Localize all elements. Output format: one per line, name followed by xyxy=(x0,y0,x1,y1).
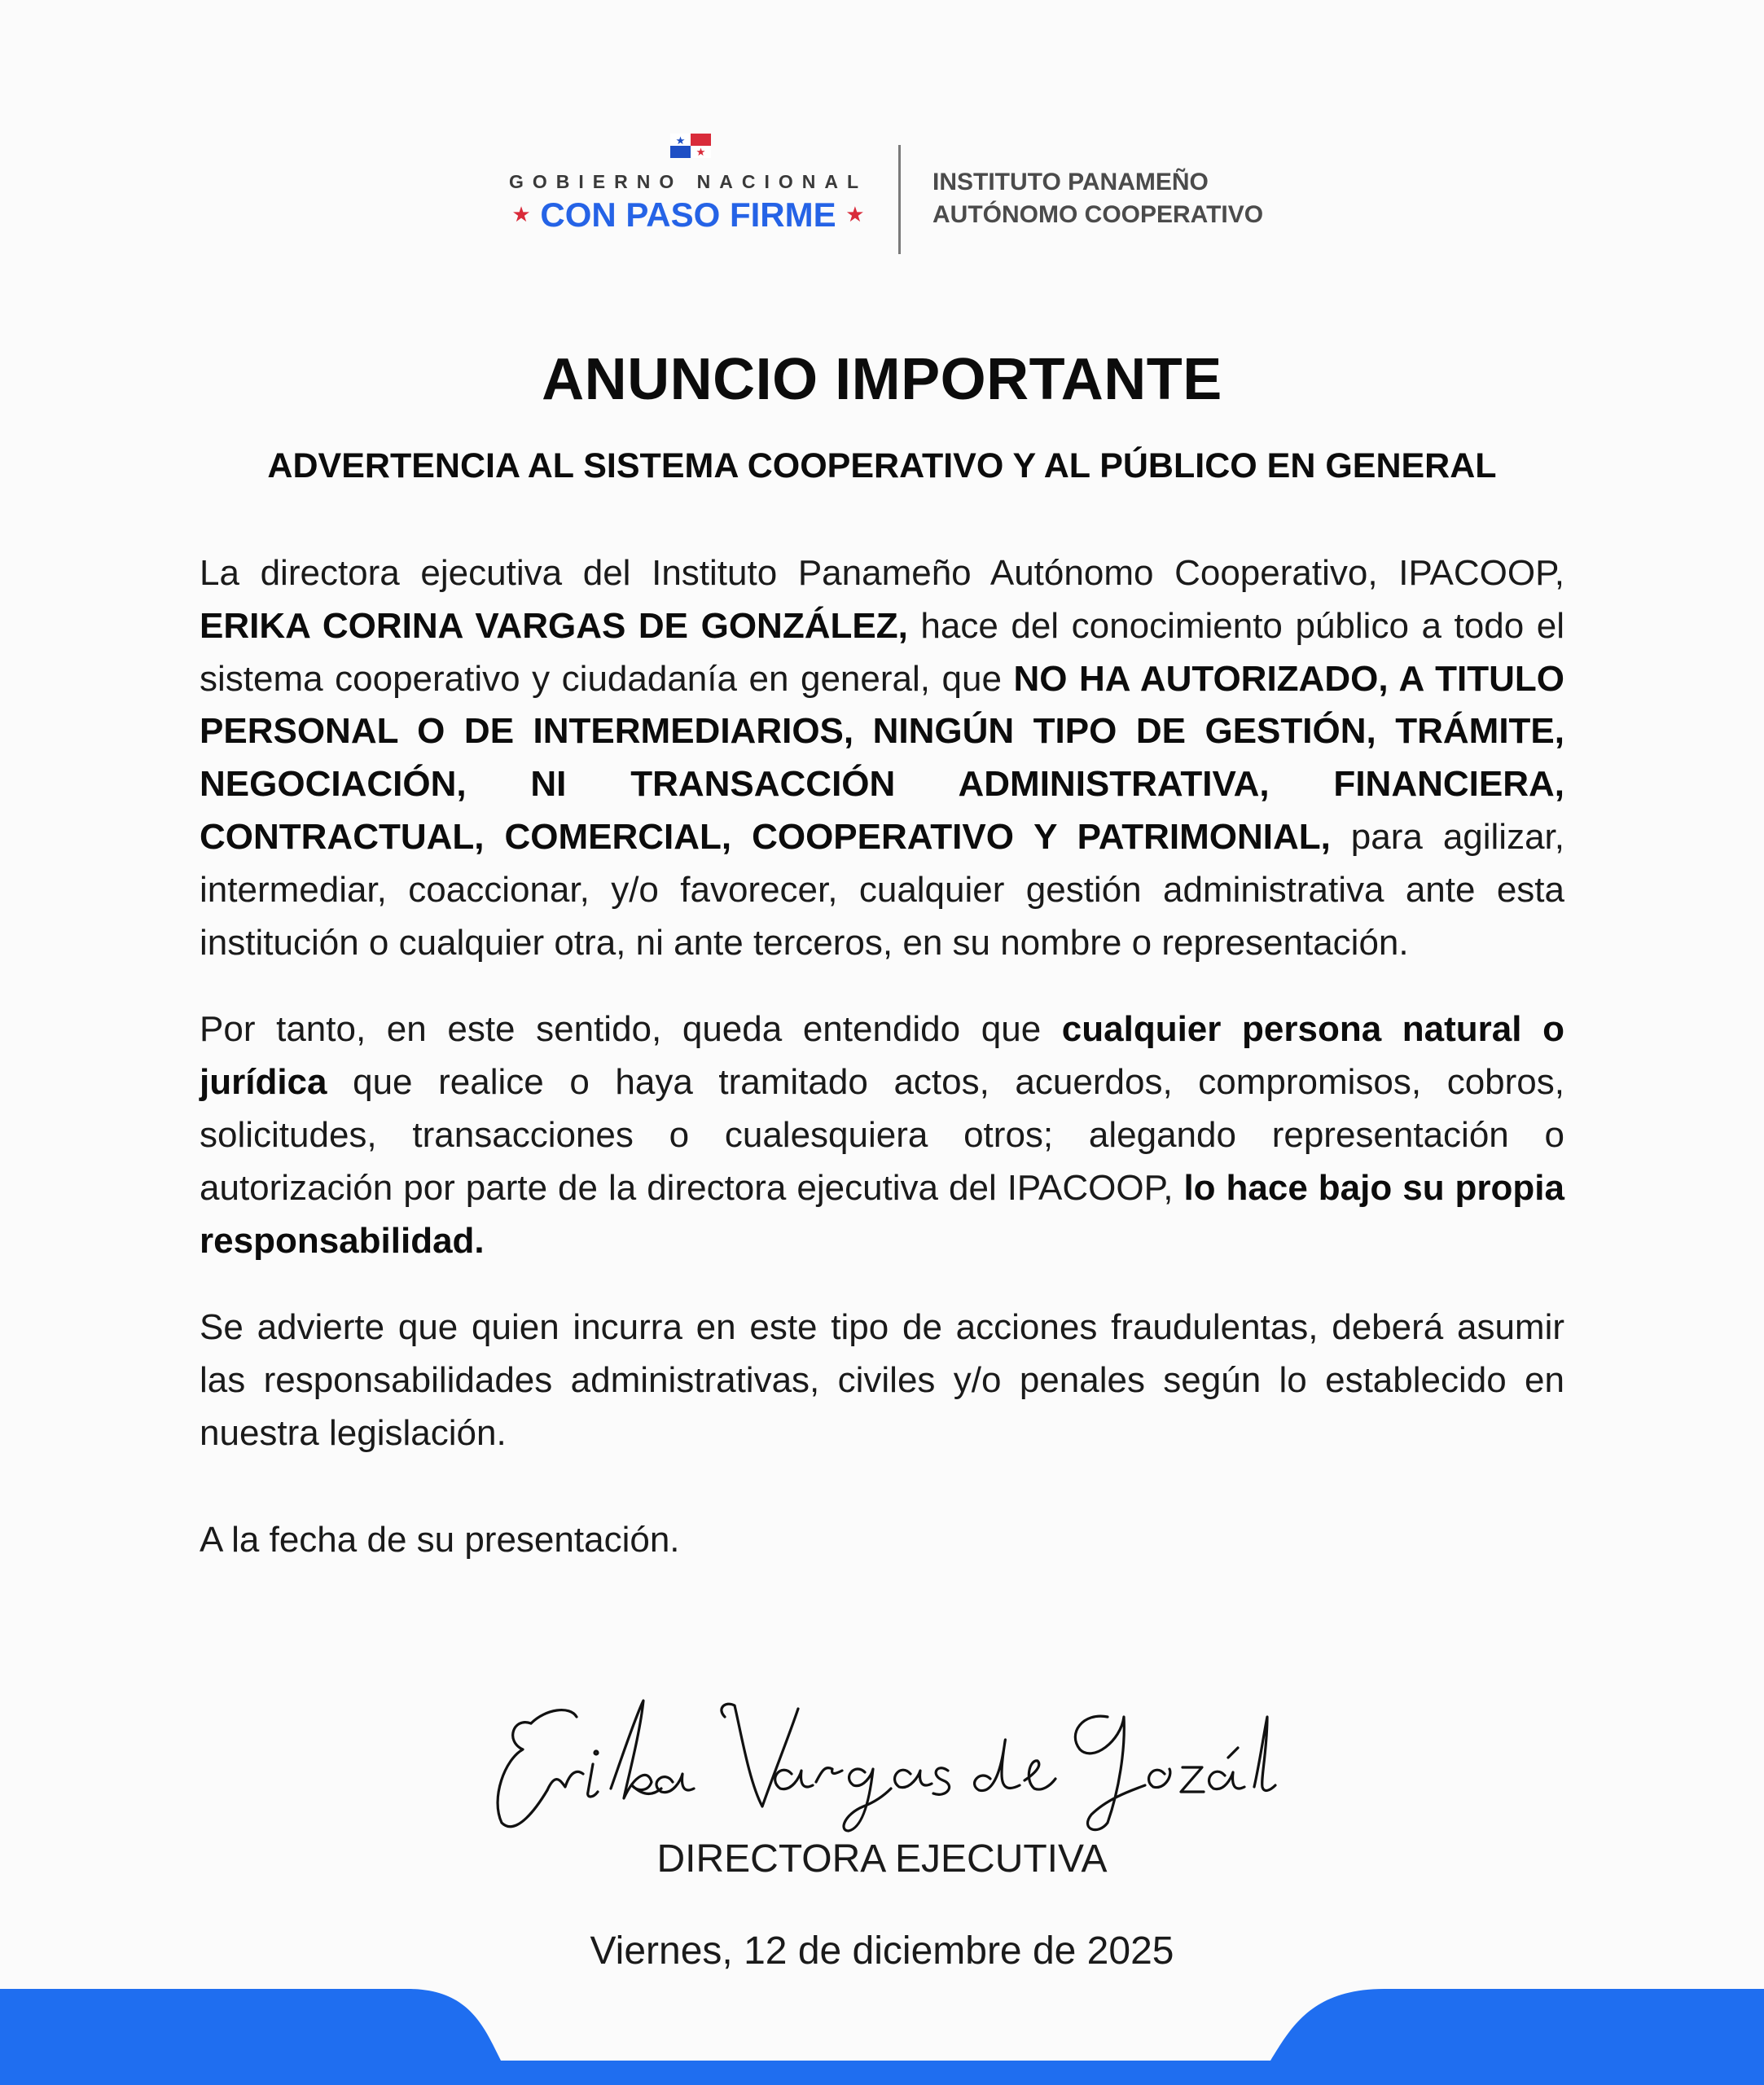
institute-line1: INSTITUTO PANAMEÑO xyxy=(932,169,1209,195)
document-date: Viernes, 12 de diciembre de 2025 xyxy=(590,1929,1174,1973)
gov-slogan xyxy=(505,195,871,235)
p2-text-2: que realice o haya tramitado actos, acuerdos, compromisos, cobros, solicitudes, transacciones o cualesquiera otros; alegando representación o autorización por parte de la directora ejecutiva del IPACOOP, xyxy=(200,1062,1564,1208)
p1-text-1: La directora ejecutiva del Instituto Panameño Autónomo Cooperativo, IPACOOP, xyxy=(200,553,1564,593)
handwritten-signature xyxy=(480,1684,1279,1839)
footer-wave xyxy=(0,1979,1764,2085)
page-title: ANUNCIO IMPORTANTE xyxy=(542,347,1222,412)
institute-name xyxy=(932,166,1263,231)
signer-role: DIRECTORA EJECUTIVA xyxy=(656,1837,1108,1881)
header-divider xyxy=(898,145,901,254)
gov-slogan-text: CON PASO FIRME xyxy=(540,195,836,234)
p1-bold-2: NO HA AUTORIZADO, A TITULO PERSONAL O DE INTERMEDIARIOS, NINGÚN TIPO DE GESTIÓN, TRÁMITE, NEGOCIACIÓN, NI TRANSACCIÓN ADMINISTRATIVA, FINANCIERA, CONTRACTUAL, COMERCIAL, COOPERATIVO Y PATRIMONIAL, xyxy=(200,658,1564,857)
p2-bold-1: cualquier persona natural o jurídica xyxy=(200,1009,1564,1103)
star-icon: ★ xyxy=(845,202,865,226)
p2-text-1: Por tanto, en este sentido, queda entendido que xyxy=(200,1009,1062,1050)
paragraph-4: A la fecha de su presentación. xyxy=(200,1519,680,1560)
panama-flag-icon xyxy=(670,134,711,158)
paragraph-1 xyxy=(200,547,1564,969)
gov-line1: GOBIERNO NACIONAL xyxy=(509,171,867,192)
paragraph-2 xyxy=(200,1003,1564,1267)
paragraph-3: Se advierte que quien incurra en este tipo de acciones fraudulentas, deberá asumir las responsabilidades administrativas, civiles y/o penales según lo establecido en nuestra legislación. xyxy=(200,1307,1564,1453)
p2-bold-2: lo hace bajo su propia responsabilidad. xyxy=(200,1167,1564,1261)
p1-bold-1: ERIKA CORINA VARGAS DE GONZÁLEZ, xyxy=(200,605,908,646)
institute-line2: AUTÓNOMO COOPERATIVO xyxy=(932,201,1264,228)
p1-text-3: para agilizar, intermediar, coaccionar, y/o favorecer, cualquier gestión administrativa ante esta institución o cualquier otra, ni ante terceros, en su nombre o representación. xyxy=(200,816,1565,963)
page-subtitle: ADVERTENCIA AL SISTEMA COOPERATIVO Y AL PÚBLICO EN GENERAL xyxy=(267,446,1497,485)
p1-text-2: hace del conocimiento público a todo el sistema cooperativo y ciudadanía en general, que xyxy=(200,605,1564,699)
header xyxy=(505,130,1270,261)
star-icon: ★ xyxy=(511,202,531,226)
notice-body xyxy=(200,547,1564,1567)
